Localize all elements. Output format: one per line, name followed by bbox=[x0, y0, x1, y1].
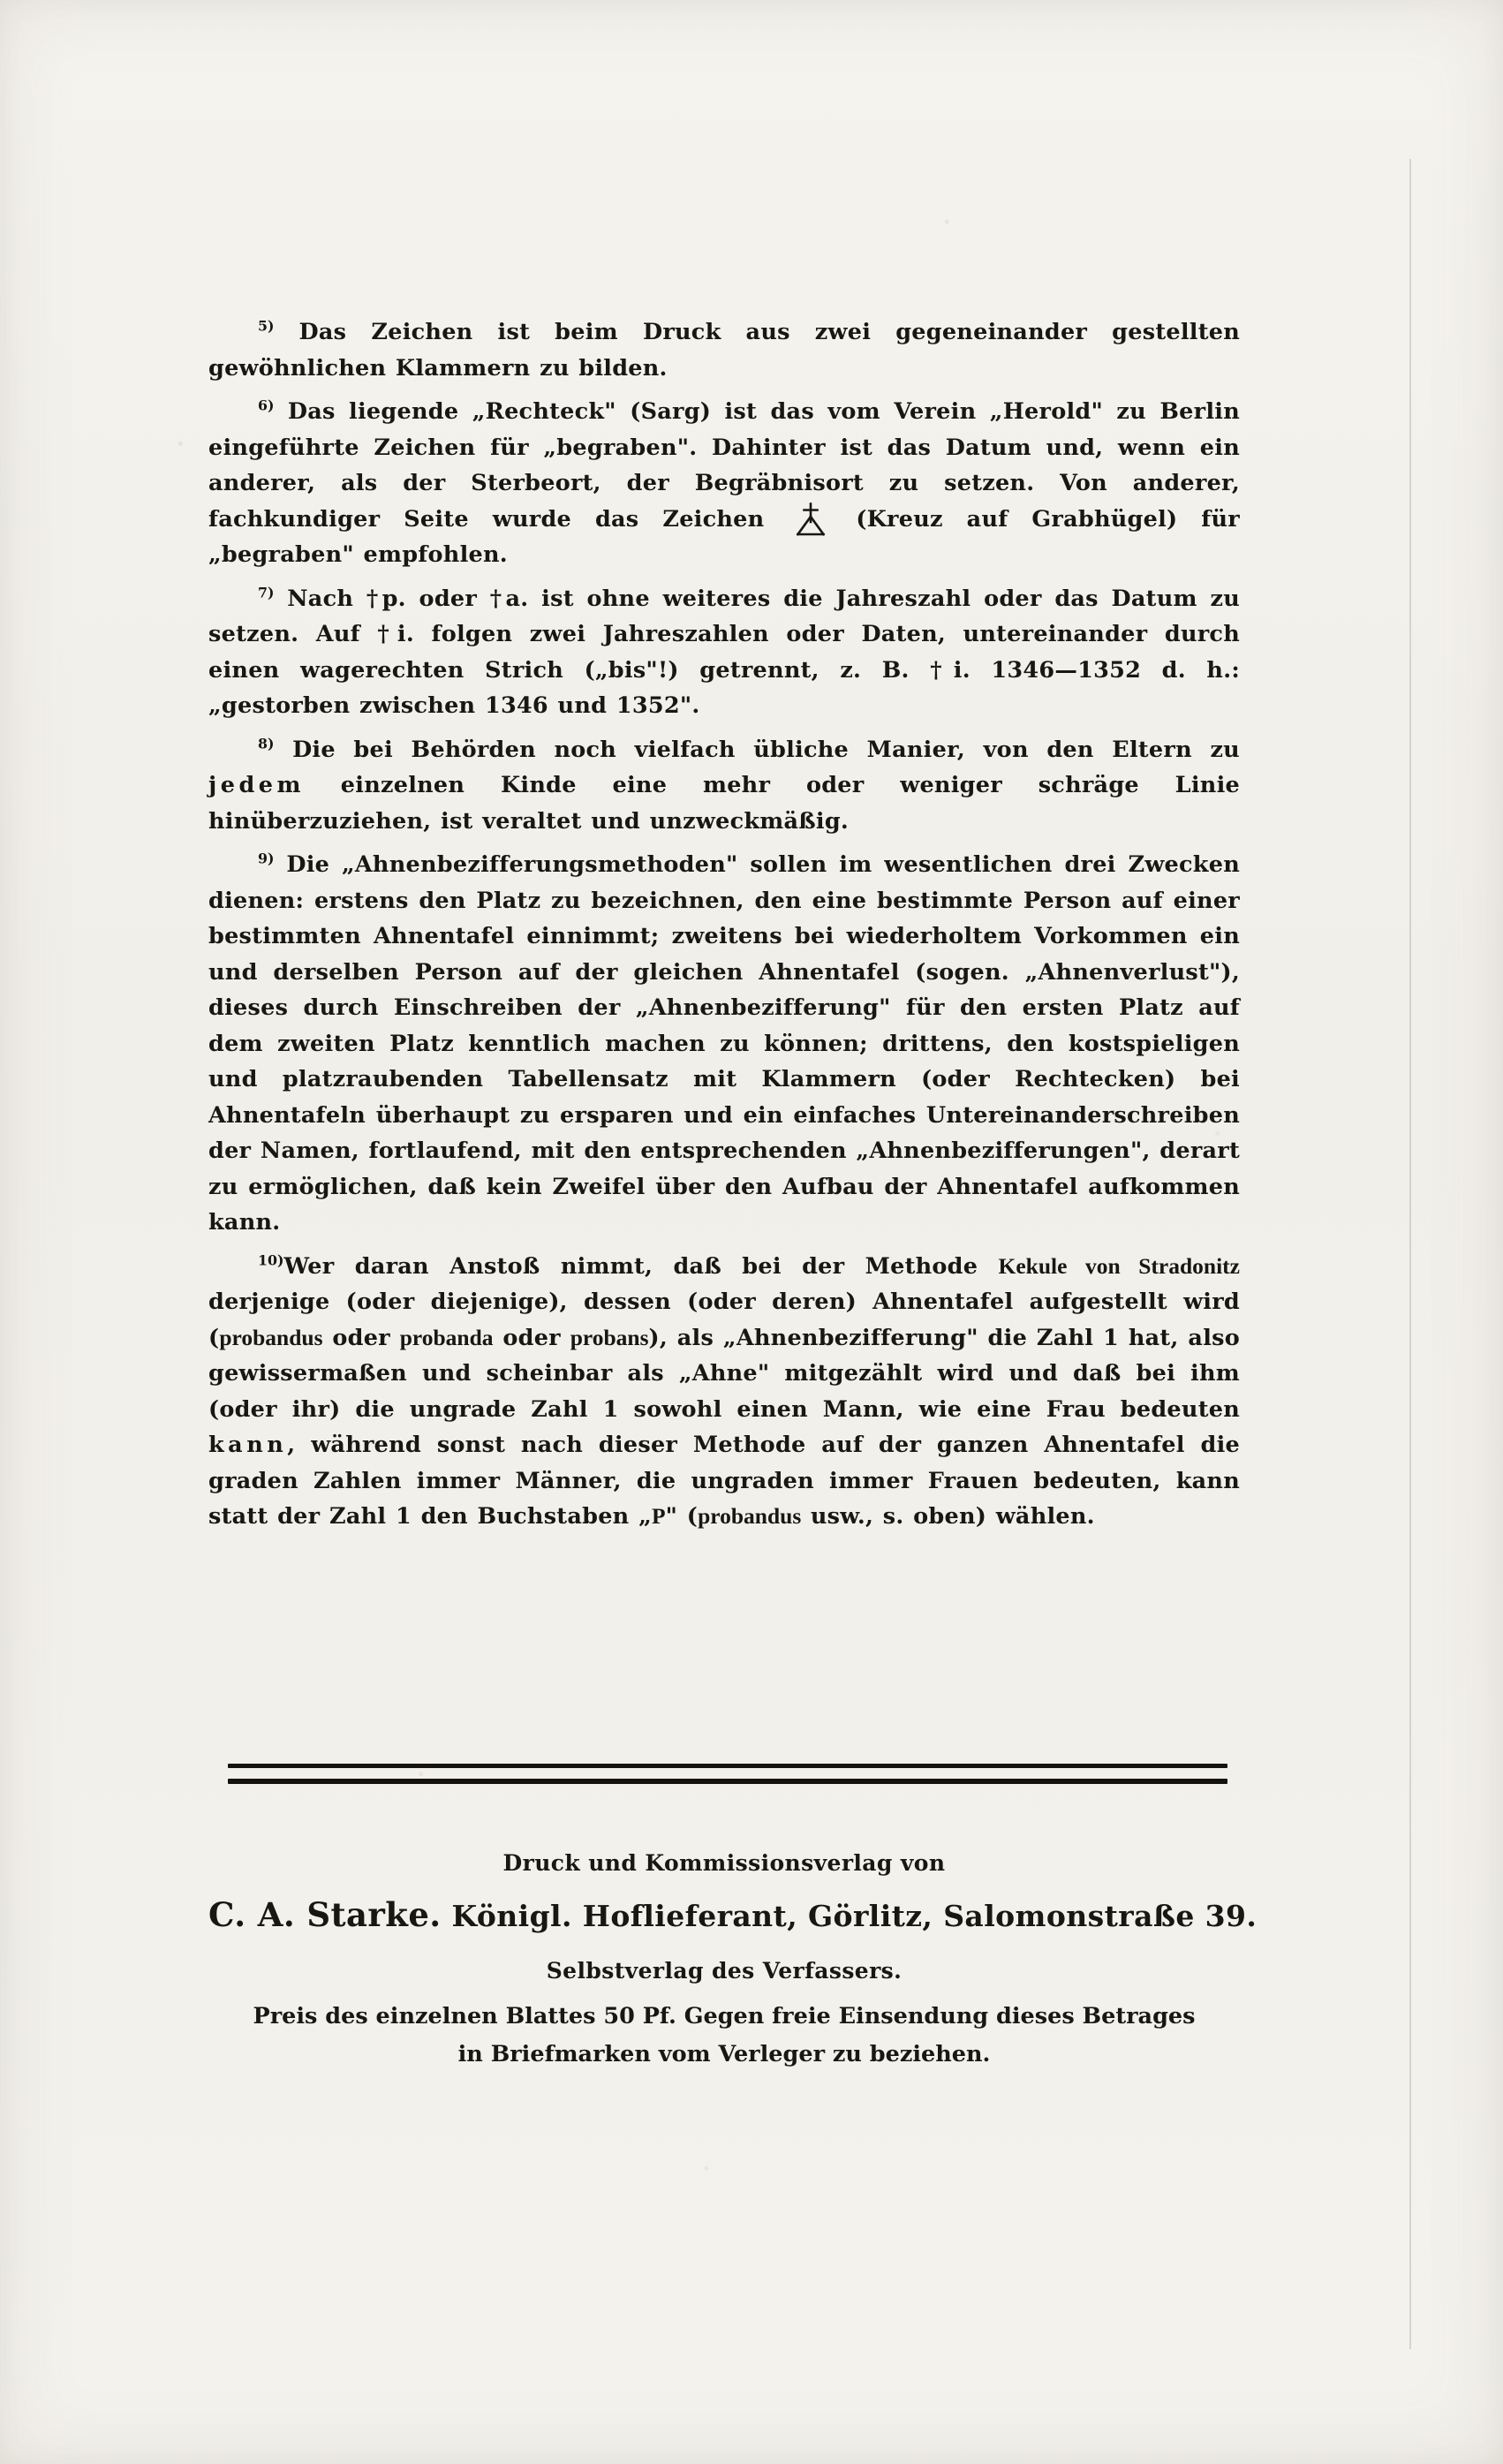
footnote-8-emphasis-jedem: jedem bbox=[208, 772, 305, 798]
footnote-marker-10: 10) bbox=[258, 1251, 284, 1268]
footnote-10-text-part-7: " ( bbox=[665, 1503, 699, 1530]
publisher-address: Königl. Hoflieferant, Görlitz, Salomonstraße 39. bbox=[451, 1899, 1258, 1933]
footnote-10-text-part-6: , während sonst nach dieser Methode auf der ganzen Ahnentafel die graden Zahlen immer Männer, die ungraden immer Frauen bedeuten, kann statt der Zahl 1 den Buchstaben „ bbox=[208, 1432, 1240, 1530]
footnote-6 bbox=[208, 394, 1240, 573]
footnote-10 bbox=[208, 1249, 1240, 1535]
footnote-10-term-probandus: probandus bbox=[219, 1324, 323, 1350]
footnote-10-text-part-4: oder bbox=[493, 1324, 570, 1351]
self-publication-note: Selbstverlag des Verfassers. bbox=[546, 1958, 903, 1984]
price-notice-line-1: Preis des einzelnen Blattes 50 Pf. Gegen freie Einsendung dieses Betrages bbox=[253, 2003, 1196, 2029]
footnote-8-text-part-2: einzelnen Kinde eine mehr oder weniger schräge Linie hinüberzuziehen, ist veraltet und unzweckmäßig. bbox=[208, 772, 1240, 835]
footnote-10-text-part-3: oder bbox=[322, 1324, 400, 1351]
footnote-9-text: Die „Ahnenbezifferungsmethoden" sollen im wesentlichen drei Zwecken dienen: erstens den Platz zu bezeichnen, den eine bestimmte Person auf einer bestimmten Ahnentafel einnimmt; zweitens bei wiederholtem Vorkommen ein und derselben Person auf der gleichen Ahnentafel (sogen. „Ahnenverlust"), dieses durch Einschreiben der „Ahnenbezifferung" für den ersten Platz auf dem zweiten Platz kenntlich machen zu können; drittens, den kostspieligen und platzraubenden Tabellensatz mit Klammern (oder Rechtecken) bei Ahnentafeln überhaupt zu ersparen und ein einfaches Untereinanderschreiben der Namen, fortlaufend, mit den entsprechenden „Ahnenbezifferungen", derart zu ermöglichen, daß kein Zweifel über den Aufbau der Ahnentafel aufkommen kann. bbox=[208, 851, 1240, 1236]
footnote-8 bbox=[208, 732, 1240, 840]
footnote-8-text-part-1: Die bei Behörden noch vielfach übliche Manier, von den Eltern zu bbox=[292, 736, 1240, 763]
footnote-marker-9: 9) bbox=[258, 850, 275, 867]
footnote-10-term-probandus-2: probandus bbox=[698, 1503, 802, 1529]
footnote-10-text-part-2: derjenige (oder diejenige), dessen (oder deren) Ahnentafel aufgestellt wird ( bbox=[208, 1289, 1240, 1351]
footnote-marker-8: 8) bbox=[258, 735, 275, 752]
publisher-house-name: C. A. Starke. bbox=[208, 1895, 442, 1934]
footnote-10-term-probanda: probanda bbox=[399, 1324, 494, 1350]
footnote-marker-6: 6) bbox=[258, 397, 275, 414]
footnote-10-term-probans: probans bbox=[570, 1324, 649, 1350]
footnote-10-emphasis-kann: kann bbox=[208, 1432, 288, 1458]
footnote-marker-5: 5) bbox=[258, 317, 275, 335]
cross-on-grave-mound-symbol bbox=[796, 503, 826, 536]
footnote-5-text: Das Zeichen ist beim Druck aus zwei gegeneinander gestellten gewöhnlichen Klammern zu bilden. bbox=[208, 319, 1240, 382]
divider-rule-bottom bbox=[228, 1779, 1227, 1784]
footnote-10-text-part-8: usw., s. oben) wählen. bbox=[801, 1503, 1095, 1530]
footnote-9 bbox=[208, 847, 1240, 1241]
footnote-7-text: Nach †p. oder †a. ist ohne weiteres die Jahreszahl oder das Datum zu setzen. Auf †i. folgen zwei Jahreszahlen oder Daten, untereinander durch einen wagerechten Strich („bis"!) getrennt, z. B. †i. 1346—1352 d. h.: „gestorben zwischen 1346 und 1352". bbox=[208, 585, 1240, 719]
footnotes-text-block bbox=[208, 314, 1240, 1537]
footnote-10-text-part-1: Wer daran Anstoß nimmt, daß bei der Methode bbox=[283, 1252, 999, 1280]
footnote-10-text-part-5: ), als „Ahnenbezifferung" die Zahl 1 hat, also gewissermaßen und scheinbar als „Ahne" mitgezählt wird und daß bei ihm (oder ihr) die ungrade Zahl 1 sowohl einen Mann, wie eine Frau bedeuten bbox=[208, 1324, 1240, 1423]
footnote-10-name-kekule: Kekule von Stradonitz bbox=[998, 1252, 1240, 1279]
imprint-intro: Druck und Kommissionsverlag von bbox=[502, 1850, 946, 1876]
divider-rule-top bbox=[228, 1764, 1227, 1768]
footnote-5 bbox=[208, 314, 1240, 386]
colophon bbox=[208, 1846, 1258, 1989]
price-notice-line-2: in Briefmarken vom Verleger zu beziehen. bbox=[457, 2041, 991, 2067]
price-notice bbox=[177, 1998, 1272, 2074]
colophon-divider bbox=[228, 1764, 1227, 1784]
footnote-6-text-part-2: (Kreuz auf Grabhügel) für „begraben" empfohlen. bbox=[208, 505, 1240, 568]
publisher-line bbox=[208, 1890, 1258, 1941]
footnote-6-text-part-1: Das liegende „Rechteck" (Sarg) ist das vom Verein „Herold" zu Berlin eingeführte Zeichen für „begraben". Dahinter ist das Datum und, wenn ein anderer, als der Sterbeort, der Begräbnisort zu setzen. Von anderer, fachkundiger Seite wurde das Zeichen bbox=[208, 398, 1240, 533]
footnote-marker-7: 7) bbox=[258, 584, 275, 601]
footnote-7 bbox=[208, 581, 1240, 724]
footnote-10-letter-p: P bbox=[652, 1503, 666, 1529]
scan-gutter-line bbox=[1409, 159, 1411, 2349]
